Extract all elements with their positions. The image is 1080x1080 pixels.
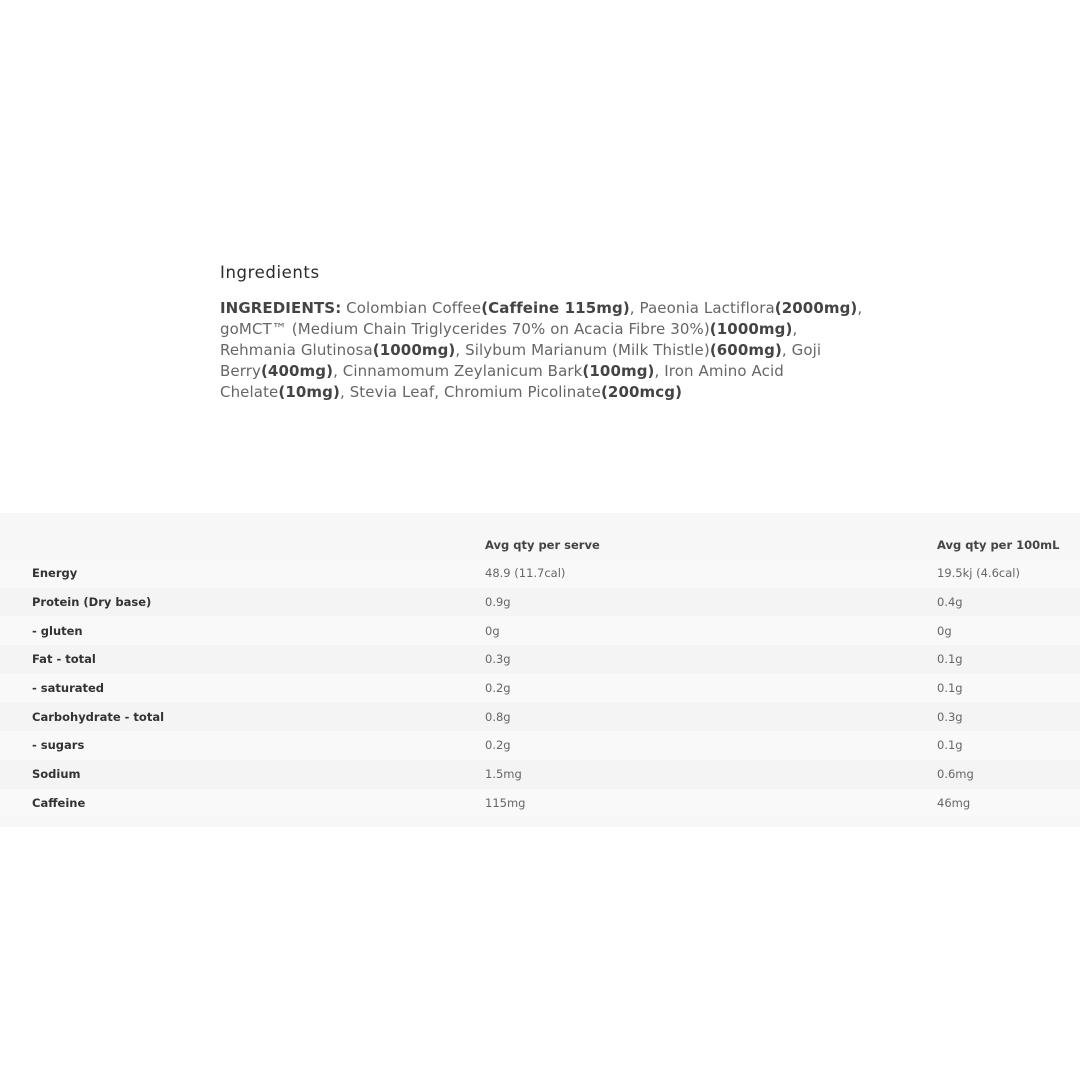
nutrition-row: [0, 616, 1080, 645]
ingredient-bold-segment: (200mcg): [600, 383, 683, 401]
nutrient-label: Energy: [32, 566, 78, 581]
nutrition-row: [0, 789, 1080, 818]
nutrient-label: - gluten: [32, 623, 83, 638]
ingredient-segment: Colombian Coffee: [341, 299, 482, 317]
per-serve-value: 0.3g: [485, 652, 511, 667]
nutrition-row: [0, 559, 1080, 588]
nutrition-row: [0, 731, 1080, 760]
per-100ml-value: 0.1g: [937, 652, 963, 667]
ingredient-bold-segment: (400mg): [260, 362, 334, 380]
nutrition-row: [0, 674, 1080, 703]
ingredients-heading: Ingredients: [220, 263, 320, 282]
nutrition-table-body: [0, 559, 1080, 817]
nutrition-row: [0, 588, 1080, 617]
per-serve-value: 48.9 (11.7cal): [485, 566, 566, 581]
per-100ml-value: 0.1g: [937, 681, 963, 696]
ingredient-bold-segment: (100mg): [582, 362, 655, 380]
nutrient-label: - sugars: [32, 738, 85, 753]
ingredient-segment: , Silybum Marianum (Milk Thistle): [455, 341, 710, 359]
per-serve-value: 1.5mg: [485, 767, 522, 782]
ingredient-segment: , Iron Amino Acid Chelate: [220, 362, 784, 401]
per-serve-value: 0.2g: [485, 681, 511, 696]
per-serve-value: 0.8g: [485, 709, 511, 724]
ingredient-segment: , Goji Berry: [220, 341, 822, 380]
ingredient-bold-segment: (Caffeine 115mg): [481, 299, 630, 317]
nutrient-label: Fat - total: [32, 652, 96, 667]
ingredient-bold-segment: (600mg): [709, 341, 782, 359]
per-100ml-value: 0.1g: [937, 738, 963, 753]
per-100ml-value: 19.5kj (4.6cal): [937, 566, 1020, 581]
ingredient-segment: , Rehmania Glutinosa: [220, 320, 798, 359]
per-100ml-value: 0.3g: [937, 709, 963, 724]
per-serve-value: 115mg: [485, 795, 526, 810]
nutrition-row: [0, 645, 1080, 674]
header-per-100ml: Avg qty per 100mL: [937, 538, 1060, 552]
ingredient-bold-segment: (2000mg): [774, 299, 858, 317]
nutrition-table: [0, 513, 1080, 827]
ingredient-bold-segment: (10mg): [278, 383, 340, 401]
nutrition-row: [0, 760, 1080, 789]
ingredient-segment: , Stevia Leaf, Chromium Picolinate: [339, 383, 601, 401]
ingredients-text: [220, 298, 870, 403]
ingredients-section: [220, 262, 870, 403]
per-100ml-value: 0g: [937, 623, 952, 638]
per-serve-value: 0g: [485, 623, 500, 638]
ingredient-segment: , Paeonia Lactiflora: [629, 299, 775, 317]
nutrition-row: [0, 702, 1080, 731]
nutrition-table-header: [0, 513, 1080, 559]
per-100ml-value: 46mg: [937, 795, 971, 810]
nutrient-label: - saturated: [32, 681, 105, 696]
nutrient-label: Protein (Dry base): [32, 595, 152, 610]
ingredient-segment: , Cinnamomum Zeylanicum Bark: [333, 362, 583, 380]
per-serve-value: 0.2g: [485, 738, 511, 753]
nutrient-label: Carbohydrate - total: [32, 709, 165, 724]
ingredient-bold-segment: INGREDIENTS:: [220, 299, 342, 317]
per-100ml-value: 0.6mg: [937, 767, 974, 782]
ingredient-bold-segment: (1000mg): [709, 320, 793, 338]
nutrient-label: Sodium: [32, 767, 81, 782]
ingredient-segment: , goMCT™ (Medium Chain Triglycerides 70% on Acacia Fibre 30%): [220, 299, 863, 338]
ingredient-bold-segment: (1000mg): [372, 341, 456, 359]
header-per-serve: Avg qty per serve: [485, 538, 600, 552]
nutrient-label: Caffeine: [32, 795, 86, 810]
per-100ml-value: 0.4g: [937, 595, 963, 610]
per-serve-value: 0.9g: [485, 595, 511, 610]
